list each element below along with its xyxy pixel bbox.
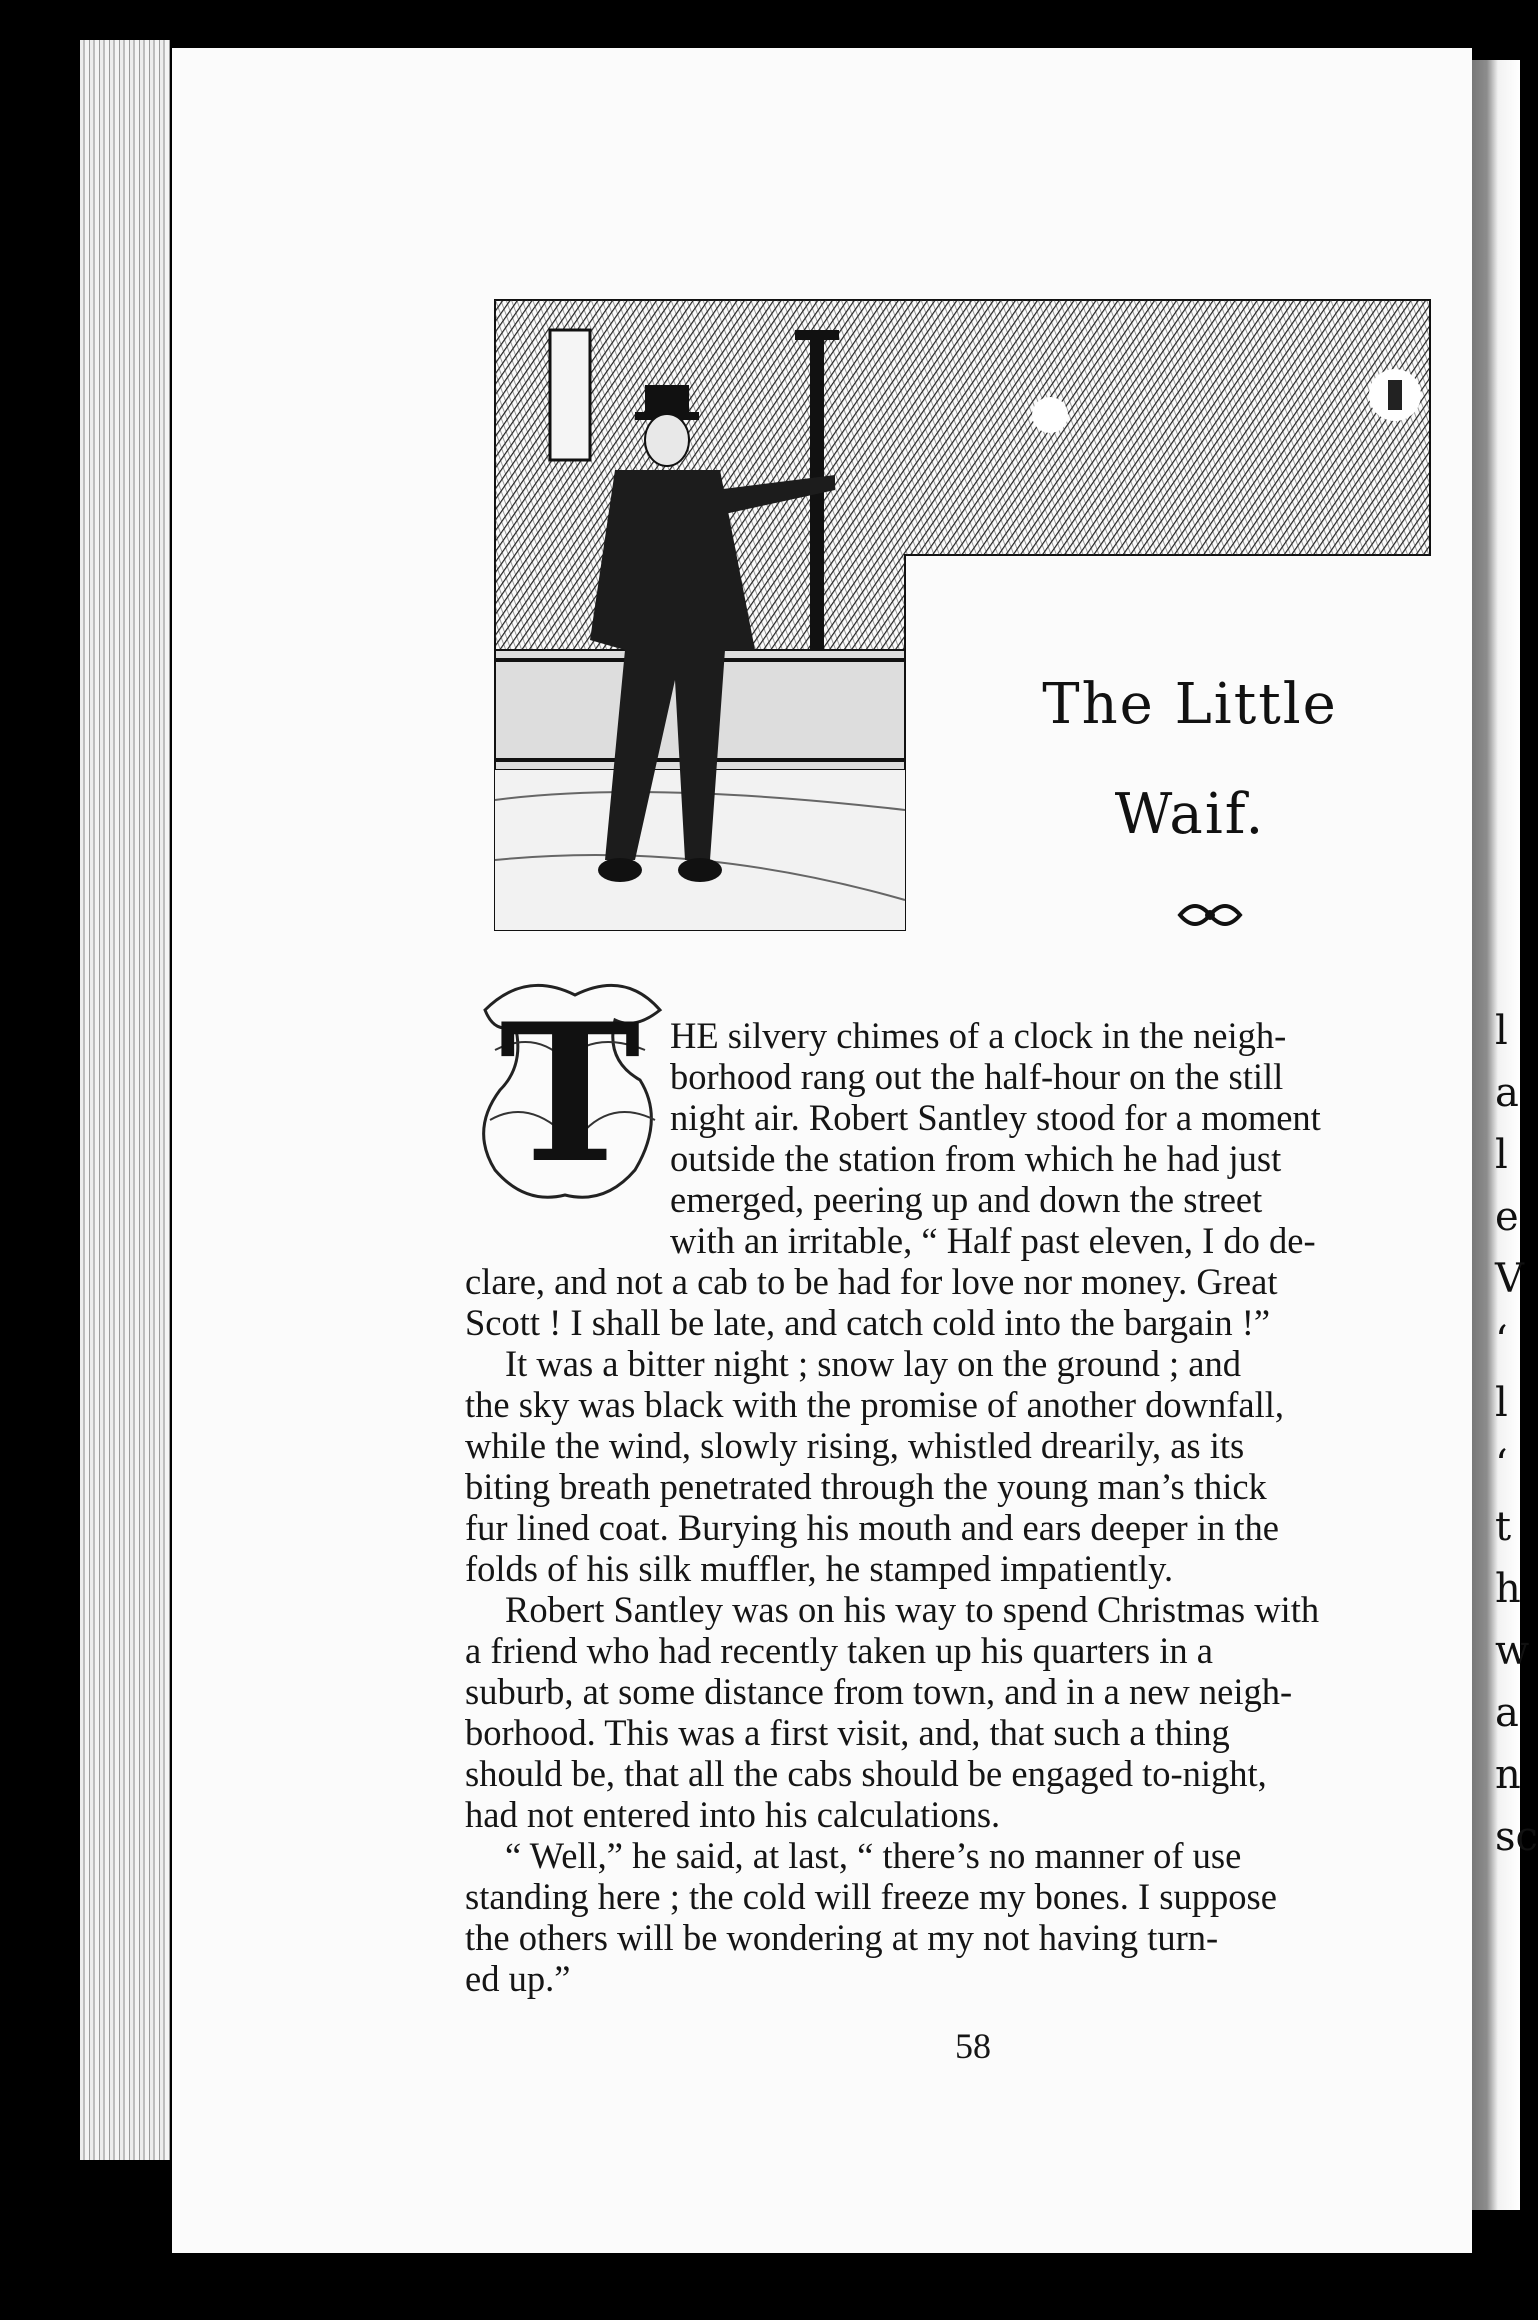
story-title-line1: The Little [1042,672,1338,737]
text-line: night air. Robert Santley stood for a moment [670,1097,1321,1138]
story-body-text [465,1015,1465,1999]
text-line: Robert Santley was on his way to spend Christmas with [505,1589,1320,1630]
text-line: “ Well,” he said, at last, “ there’s no manner of use [505,1835,1242,1876]
opposite-letter: w [1495,1628,1530,1674]
opposite-letter: l [1495,1008,1508,1054]
opposite-letter: n [1495,1752,1521,1798]
story-title [900,650,1480,870]
opposite-letter: ‘ [1495,1318,1508,1364]
text-line: fur lined coat. Burying his mouth and ears deeper in the [465,1507,1279,1548]
opposite-letter: l [1495,1132,1508,1178]
page-number: 58 [955,2026,991,2066]
opposite-letter: t [1495,1504,1512,1550]
opposite-letter: a [1495,1690,1519,1736]
opposite-letter: h [1495,1566,1521,1612]
text-line: had not entered into his calculations. [465,1794,1001,1835]
text-line: while the wind, slowly rising, whistled drearily, as its [465,1425,1245,1466]
text-line: suburb, at some distance from town, and in a new neigh- [465,1671,1293,1712]
text-line: borhood rang out the half-hour on the still [670,1056,1284,1097]
text-line: a friend who had recently taken up his quarters in a [465,1630,1213,1671]
text-line: should be, that all the cabs should be engaged to-night, [465,1753,1267,1794]
text-line: Scott ! I shall be late, and catch cold into the bargain !” [465,1302,1271,1343]
text-line: the others will be wondering at my not having turn- [465,1917,1219,1958]
text-line: clare, and not a cab to be had for love nor money. Great [465,1261,1278,1302]
opposite-letter: l [1495,1380,1508,1426]
text-line: the sky was black with the promise of another downfall, [465,1384,1285,1425]
book-page-edges [80,40,170,2160]
opposite-letter: e [1495,1194,1519,1240]
dropcap-letter: T [499,982,641,1205]
opposite-letter: ‘ [1495,1442,1508,1488]
text-line: folds of his silk muffler, he stamped impatiently. [465,1548,1174,1589]
text-line: HE silvery chimes of a clock in the neigh- [670,1015,1287,1056]
fleuron-ornament [1175,895,1245,935]
opposite-page-text [1495,1000,1538,1868]
text-line: standing here ; the cold will freeze my bones. I suppose [465,1876,1277,1917]
opposite-letter: sc [1495,1814,1538,1860]
text-line: biting breath penetrated through the young man’s thick [465,1466,1267,1507]
text-line: with an irritable, “ Half past eleven, I do de- [670,1220,1316,1261]
opposite-letter: V [1495,1256,1524,1302]
text-line: emerged, peering up and down the street [670,1179,1263,1220]
text-line: borhood. This was a first visit, and, that such a thing [465,1712,1230,1753]
story-title-line2: Waif. [1114,782,1266,847]
opposite-letter: a [1495,1070,1519,1116]
text-line: outside the station from which he had just [670,1138,1282,1179]
text-line: ed up.” [465,1958,571,1999]
text-line: It was a bitter night ; snow lay on the ground ; and [505,1343,1241,1384]
